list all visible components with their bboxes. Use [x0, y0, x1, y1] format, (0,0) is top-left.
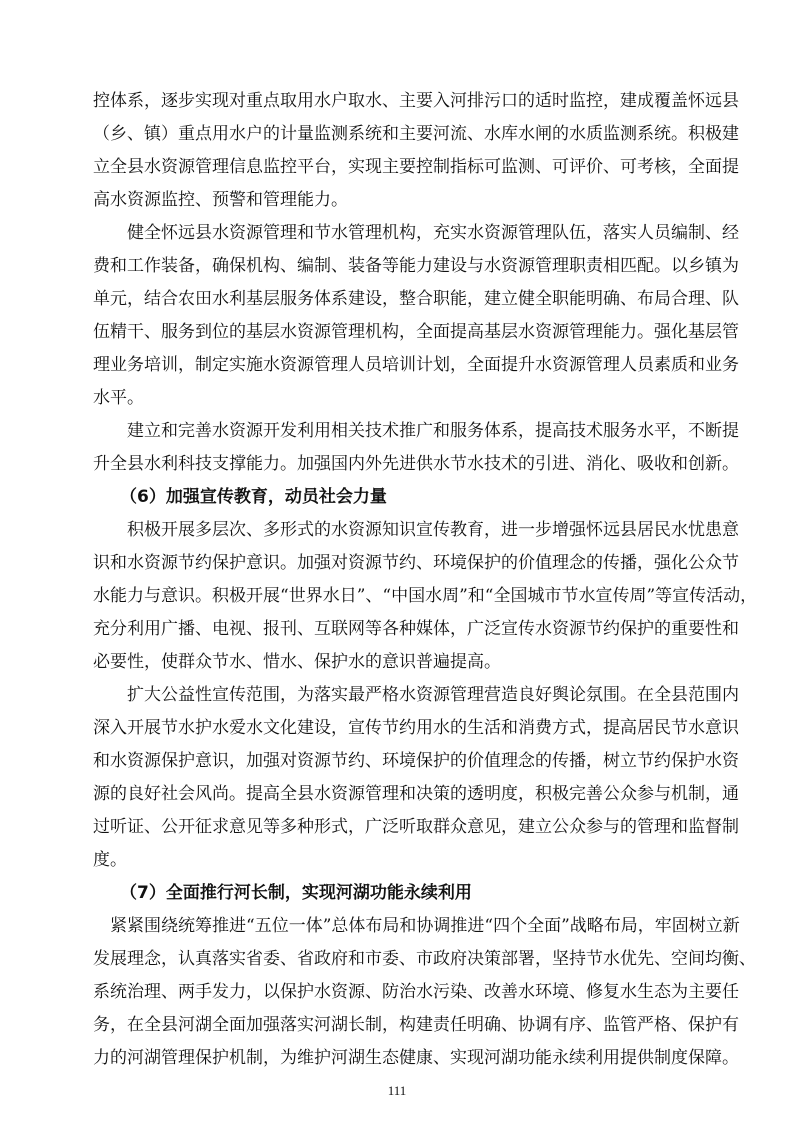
paragraph-line: 控体系，逐步实现对重点取用水户取水、主要入河排污口的适时监控，建成覆盖怀远县	[93, 91, 739, 111]
paragraph-line: 理业务培训，制定实施水资源管理人员培训计划，全面提升水资源管理人员素质和业务	[93, 355, 739, 375]
paragraph-line: 单元，结合农田水利基层服务体系建设，整合职能，建立健全职能明确、布局合理、队	[93, 289, 739, 309]
paragraph-line: 务，在全县河湖全面加强落实河湖长制，构建责任明确、协调有序、监管严格、保护有	[93, 1015, 739, 1035]
paragraph-line: 充分利用广播、电视、报刊、互联网等各种媒体，广泛宣传水资源节约保护的重要性和	[93, 619, 739, 639]
paragraph-line: 紧紧围绕统筹推进“五位一体”总体布局和协调推进“四个全面”战略布局，牢固树立新	[110, 916, 740, 936]
page-number: 111	[387, 1083, 407, 1098]
paragraph-line: 过听证、公开征求意见等多种形式，广泛听取群众意见，建立公众参与的管理和监督制	[93, 817, 739, 837]
paragraph-line: 必要性，使群众节水、惜水、保护水的意识普遍提高。	[93, 652, 501, 672]
paragraph-line: 扩大公益性宣传范围，为落实最严格水资源管理营造良好舆论氛围。在全县范围内	[127, 685, 739, 705]
paragraph-line: 和水资源保护意识，加强对资源节约、环境保护的价值理念的传播，树立节约保护水资	[93, 751, 739, 771]
paragraph-line: 源的良好社会风尚。提高全县水资源管理和决策的透明度，积极完善公众参与机制，通	[93, 784, 739, 804]
section-heading: （7）全面推行河长制，实现河湖功能永续利用	[120, 883, 472, 903]
paragraph-line: 建立和完善水资源开发利用相关技术推广和服务体系，提高技术服务水平，不断提	[127, 421, 739, 441]
paragraph-line: 健全怀远县水资源管理和节水管理机构，充实水资源管理队伍，落实人员编制、经	[127, 223, 739, 243]
paragraph-line: 深入开展节水护水爱水文化建设，宣传节约用水的生活和消费方式，提高居民节水意识	[93, 718, 739, 738]
paragraph-line: 积极开展多层次、多形式的水资源知识宣传教育，进一步增强怀远县居民水忧患意	[127, 520, 739, 540]
section-heading: （6）加强宣传教育，动员社会力量	[120, 487, 387, 507]
paragraph-line: 费和工作装备，确保机构、编制、装备等能力建设与水资源管理职责相匹配。以乡镇为	[93, 256, 739, 276]
paragraph-line: 发展理念，认真落实省委、省政府和市委、市政府决策部署，坚持节水优先、空间均衡、	[93, 949, 756, 969]
paragraph-line: 高水资源监控、预警和管理能力。	[93, 190, 348, 210]
paragraph-line: 伍精干、服务到位的基层水资源管理机构，全面提高基层水资源管理能力。强化基层管	[93, 322, 739, 342]
paragraph-line: （乡、镇）重点用水户的计量监测系统和主要河流、水库水闸的水质监测系统。积极建	[93, 124, 739, 144]
paragraph-line: 度。	[93, 850, 127, 870]
paragraph-line: 识和水资源节约保护意识。加强对资源节约、环境保护的价值理念的传播，强化公众节	[93, 553, 739, 573]
paragraph-line: 系统治理、两手发力，以保护水资源、防治水污染、改善水环境、修复水生态为主要任	[93, 982, 739, 1002]
paragraph-line: 水能力与意识。积极开展“世界水日”、“中国水周”和“全国城市节水宣传周”等宣传活动，	[93, 586, 758, 606]
paragraph-line: 力的河湖管理保护机制，为维护河湖生态健康、实现河湖功能永续利用提供制度保障。	[93, 1048, 739, 1068]
paragraph-line: 升全县水利科技支撑能力。加强国内外先进供水节水技术的引进、消化、吸收和创新。	[93, 454, 739, 474]
paragraph-line: 水平。	[93, 388, 144, 408]
paragraph-line: 立全县水资源管理信息监控平台，实现主要控制指标可监测、可评价、可考核，全面提	[93, 157, 739, 177]
